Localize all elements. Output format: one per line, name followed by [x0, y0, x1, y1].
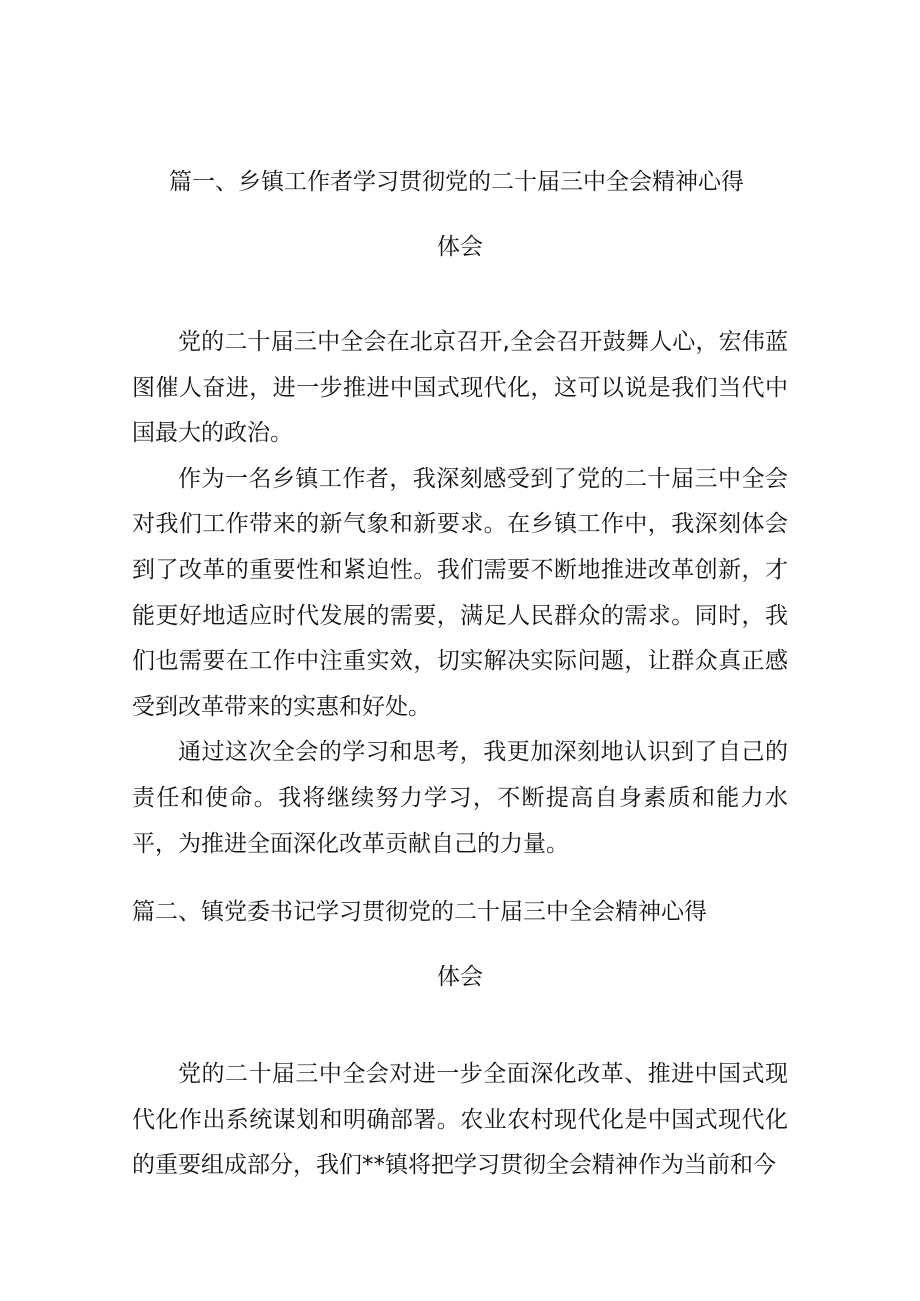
- section-1-paragraph-2: 作为一名乡镇工作者，我深刻感受到了党的二十届三中全会对我们工作带来的新气象和新要求。在乡镇工作中，我深刻体会到了改革的重要性和紧迫性。我们需要不断地推进改革创新，才能更好地适应时代发展的需要，满足人民群众的需求。同时，我们也需要在工作中注重实效，切实解决实际问题，让群众真正感受到改革带来的实惠和好处。: [132, 465, 788, 720]
- section-1-body: [132, 320, 788, 867]
- section-2-heading: [132, 894, 788, 995]
- section-1-paragraph-3: 通过这次全会的学习和思考，我更加深刻地认识到了自己的责任和使命。我将继续努力学习，不断提高自身素质和能力水平，为推进全面深化改革贡献自己的力量。: [132, 739, 788, 857]
- section-2-body: [132, 1052, 788, 1189]
- section-2-title-line2: 体会: [437, 964, 483, 990]
- section-1-title-line2: 体会: [437, 234, 483, 260]
- section-1-heading: [132, 164, 788, 265]
- section-1-paragraph-1: 党的二十届三中全会在北京召开,全会召开鼓舞人心，宏伟蓝图催人奋进，进一步推进中国式现代化，这可以说是我们当代中国最大的政治。: [132, 329, 788, 447]
- section-2-paragraph-1: 党的二十届三中全会对进一步全面深化改革、推进中国式现代化作出系统谋划和明确部署。农业农村现代化是中国式现代化的重要组成部分，我们**镇将把学习贯彻全会精神作为当前和今: [132, 1061, 788, 1179]
- section-1-title-line1: 篇一、乡镇工作者学习贯彻党的二十届三中全会精神心得: [169, 169, 744, 195]
- section-2-title-line1: 篇二、镇党委书记学习贯彻党的二十届三中全会精神心得: [132, 899, 707, 925]
